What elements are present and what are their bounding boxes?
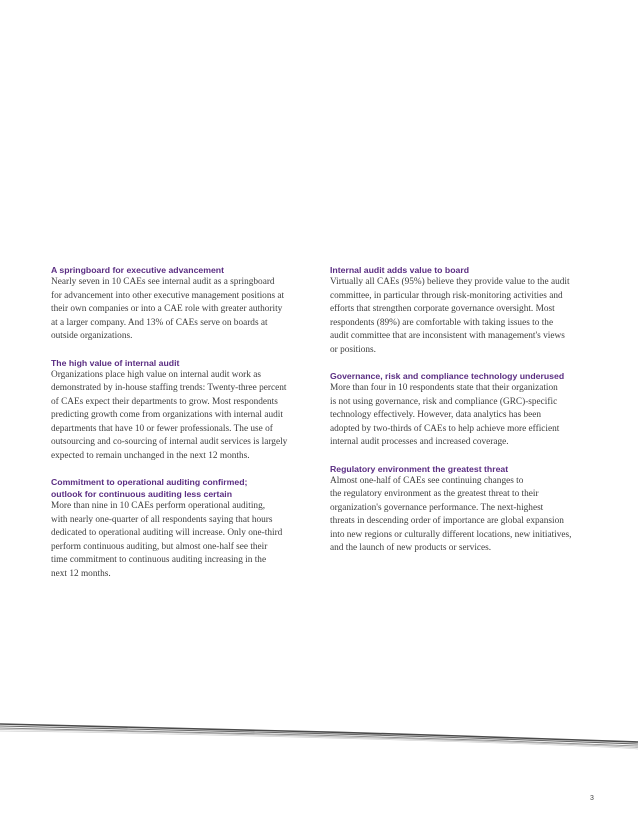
section [51,476,313,581]
body-text-line: Nearly seven in 10 CAEs see internal audit as a springboard [51,277,275,287]
body-text-line: committee, in particular through risk-monitoring activities and [330,290,563,301]
body-text-line: adopted by two-thirds of CAEs to help achieve more efficient [330,423,560,434]
body-text-line: More than nine in 10 CAEs perform operational auditing, [51,501,266,511]
section [330,370,592,450]
body-text-line: departments that have 10 or fewer professionals. The use of [51,423,273,434]
section-heading: outlook for continuous auditing less certain [51,489,232,499]
body-text-line: Organizations place high value on internal audit work as [51,369,261,380]
right-column [330,264,592,569]
body-text-line: next 12 months. [51,568,111,579]
section-heading: Governance, risk and compliance technology underused [330,371,565,381]
body-text-line: outside organizations. [51,331,133,341]
body-text-line: internal audit processes and increased coverage. [330,437,509,447]
decorative-rule [0,714,638,754]
section-heading: A springboard for executive advancement [51,265,224,275]
body-text-line: time commitment to continuous auditing increasing in the [51,555,267,565]
body-text-line: the regulatory environment as the greatest threat to their [330,489,539,499]
body-text-line: predicting growth come from organizations with internal audit [51,410,283,420]
section-heading: The high value of internal audit [51,357,180,368]
body-text-line: threats in descending order of importance are global expansion [330,516,564,526]
body-text-line: at a larger company. And 13% of CAEs serve on boards at [51,317,268,328]
body-text-line: of CAEs expect their departments to grow. Most respondents [51,396,278,407]
body-text-line: technology effectively. However, data analytics has been [330,410,542,420]
body-text-line: with nearly one-quarter of all respondents saying that hours [51,514,273,525]
section [330,463,592,556]
body-text-line: perform continuous auditing, but almost one-half see their [51,541,268,552]
section [330,264,592,357]
body-text-line: for advancement into other executive management positions at [51,290,285,301]
body-text-line: More than four in 10 respondents state that their organization [330,383,558,393]
page-number: 3 [590,795,594,802]
body-text-line: Almost one-half of CAEs see continuing changes to [330,475,524,486]
body-text-line: respondents (89%) are comfortable with taking issues to the [330,317,554,328]
body-text-line: into new regions or culturally different locations, new initiatives, [330,529,572,540]
body-text-line: dedicated to operational auditing will increase. Only one-third [51,528,283,538]
body-text-line: is not using governance, risk and compliance (GRC)-specific [330,396,558,407]
body-text-line: audit committee that are inconsistent with management's views [330,331,565,341]
body-text-line: Virtually all CAEs (95%) believe they provide value to the audit [330,277,570,287]
body-text-line: efforts that strengthen corporate governance oversight. Most [330,304,555,314]
body-text-line: organization's governance performance. The next-highest [330,502,544,513]
section-heading: Commitment to operational auditing confirmed; [51,477,248,487]
body-text-line: expected to remain unchanged in the next 12 months. [51,450,250,461]
section-heading: Internal audit adds value to board [330,265,470,275]
section [51,357,313,464]
body-text-line: demonstrated by in-house staffing trends: Twenty-three percent [51,383,287,393]
body-text-line: their own companies or into a CAE role with greater authority [51,304,283,314]
body-text-line: and the launch of new products or services. [330,543,492,553]
body-text-line: or positions. [330,344,376,355]
section-heading: Regulatory environment the greatest threat [330,463,509,474]
left-column [51,264,313,594]
section [51,264,313,344]
body-text-line: outsourcing and co-sourcing of internal audit services is largely [51,437,288,447]
